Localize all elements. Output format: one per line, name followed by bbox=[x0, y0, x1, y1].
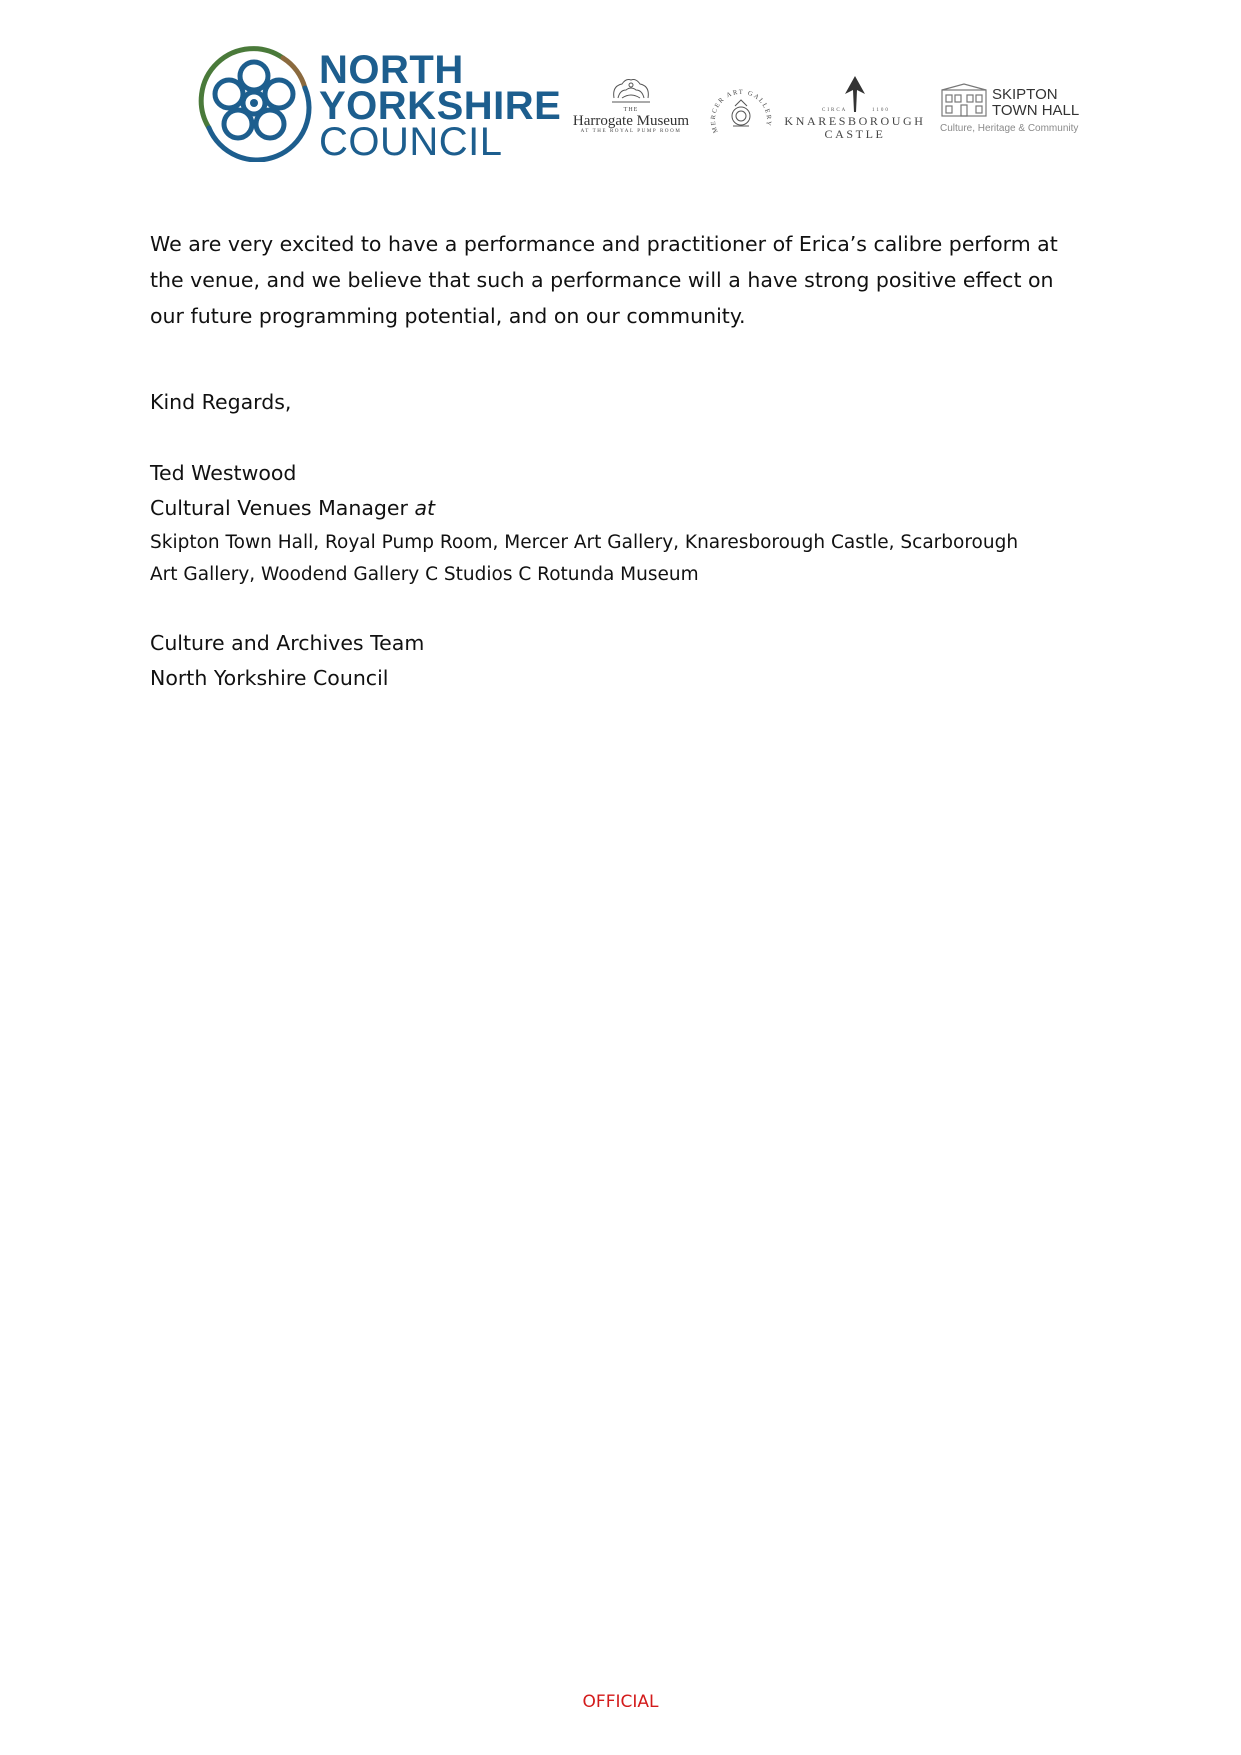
closing-salutation: Kind Regards, bbox=[150, 390, 292, 414]
signatory-title-row bbox=[150, 495, 435, 521]
council-logo-yorkshire: YORKSHIRE bbox=[319, 84, 562, 128]
harrogate-logo-the: THE bbox=[623, 107, 639, 113]
mercer-logo-arc-text: MERCER ART GALLERY bbox=[709, 88, 773, 134]
security-classification-label: OFFICIAL bbox=[582, 1692, 659, 1712]
signatory-title: Cultural Venues Manager bbox=[150, 496, 415, 520]
yorkshire-rose-icon bbox=[195, 44, 313, 162]
signatory-title-at: at bbox=[414, 496, 436, 520]
knaresborough-castle-logo bbox=[780, 76, 930, 142]
pump-room-emblem-icon bbox=[608, 76, 654, 110]
north-yorkshire-council-logo bbox=[195, 44, 562, 164]
signatory-venues-line: Skipton Town Hall, Royal Pump Room, Mercer Art Gallery, Knaresborough Castle, Scarborough bbox=[150, 532, 1019, 553]
harrogate-logo-subtitle: AT THE ROYAL PUMP ROOM bbox=[580, 129, 682, 134]
skipton-logo-line1: SKIPTON bbox=[992, 86, 1058, 103]
skipton-logo-line2: TOWN HALL bbox=[992, 102, 1080, 119]
skipton-logo-subtitle: Culture, Heritage & Community bbox=[940, 123, 1079, 134]
council-logo-north: NORTH bbox=[319, 48, 464, 92]
town-hall-building-icon bbox=[940, 82, 988, 118]
arrowhead-icon bbox=[843, 76, 867, 112]
council-logo-council: COUNCIL bbox=[319, 120, 503, 164]
knaresborough-logo-name: KNARESBOROUGH bbox=[784, 114, 926, 128]
harrogate-logo-name: Harrogate Museum bbox=[572, 113, 690, 129]
mercer-crest-icon bbox=[706, 76, 776, 146]
body-paragraph-line: We are very excited to have a performance and practitioner of Erica’s calibre perform at bbox=[150, 232, 1058, 256]
knaresborough-circa-label: CIRCA bbox=[822, 108, 848, 113]
body-paragraph-line: the venue, and we believe that such a performance will a have strong positive effect on bbox=[150, 268, 1054, 292]
body-paragraph-line: our future programming potential, and on our community. bbox=[150, 304, 746, 328]
team-name: Culture and Archives Team bbox=[150, 631, 425, 655]
skipton-town-hall-logo bbox=[940, 82, 1090, 138]
signatory-venues-line: Art Gallery, Woodend Gallery C Studios C Rotunda Museum bbox=[150, 564, 699, 585]
knaresborough-year-label: 1100 bbox=[872, 108, 890, 113]
knaresborough-logo-castle: CASTLE bbox=[824, 127, 886, 141]
mercer-art-gallery-logo bbox=[706, 76, 776, 146]
organisation-name: North Yorkshire Council bbox=[150, 666, 389, 690]
signatory-name: Ted Westwood bbox=[150, 461, 297, 485]
harrogate-museum-logo bbox=[562, 76, 700, 142]
